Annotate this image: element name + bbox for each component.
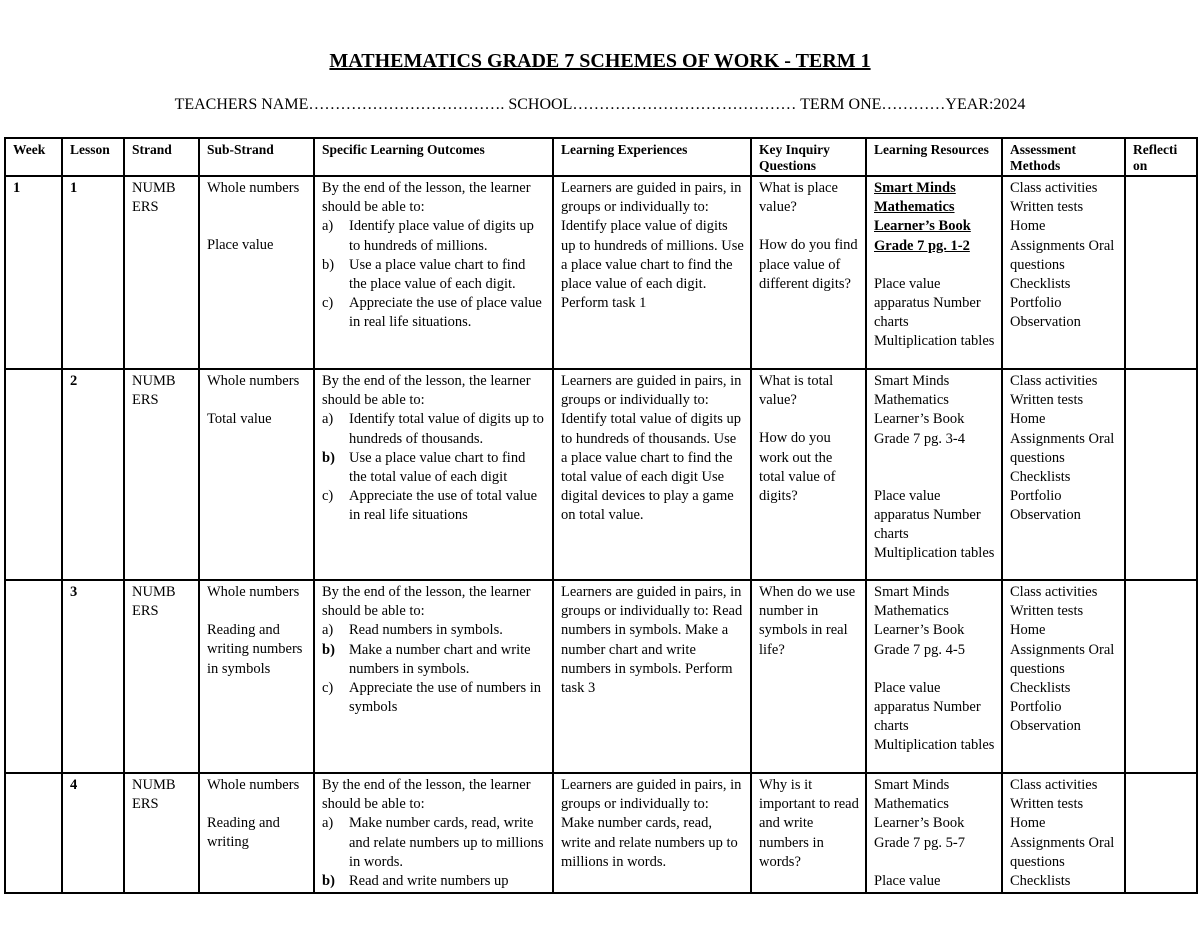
resource-book: Smart Minds Mathematics Learner’s Book Grade 7 pg. 5-7	[874, 777, 966, 851]
sub-strand-title: Whole numbers	[207, 584, 300, 600]
week-cell: 1	[5, 176, 62, 369]
assessment-cell: Class activities Written tests Home Assignments Oral questions Checklists Portfolio Observation	[1002, 369, 1125, 580]
outcome-item	[322, 872, 546, 891]
lesson-cell: 4	[62, 773, 124, 893]
outcome-item	[322, 449, 546, 487]
outcome-text: Identify place value of digits up to hundreds of millions.	[349, 218, 534, 254]
resources-cell	[866, 580, 1002, 773]
strand-cell: NUMB ERS	[124, 369, 199, 580]
header-reflection: Reflecti on	[1125, 138, 1197, 176]
header-key-inquiry-questions: Key Inquiry Questions	[751, 138, 866, 176]
outcome-marker: a)	[322, 411, 334, 428]
inquiry-question: What is total value?	[759, 373, 834, 409]
resource-book: Smart Minds Mathematics Learner’s Book Grade 7 pg. 1-2	[874, 180, 971, 254]
strand-cell: NUMB ERS	[124, 773, 199, 893]
outcome-item	[322, 487, 546, 525]
strand-cell: NUMB ERS	[124, 176, 199, 369]
table-row	[5, 580, 1197, 773]
schemes-table	[4, 137, 1198, 894]
outcome-text: Appreciate the use of place value in real life situations.	[349, 295, 542, 331]
header-sub-strand: Sub-Strand	[199, 138, 314, 176]
outcome-item	[322, 217, 546, 255]
header-week: Week	[5, 138, 62, 176]
outcome-item	[322, 410, 546, 448]
outcome-text: Read and write numbers up	[349, 873, 509, 890]
outcome-text: Read numbers in symbols.	[349, 622, 503, 639]
resources-cell	[866, 773, 1002, 893]
teacher-details-line: TEACHERS NAME………………………………. SCHOOL…………………………………… TERM ONE…………YEAR:2024	[174, 96, 1026, 113]
resource-book: Smart Minds Mathematics Learner’s Book Grade 7 pg. 3-4	[874, 373, 966, 447]
outcome-marker: a)	[322, 218, 334, 235]
outcome-item	[322, 256, 546, 294]
outcome-item	[322, 621, 546, 640]
questions-cell	[751, 580, 866, 773]
assessment-cell: Class activities Written tests Home Assignments Oral questions Checklists	[1002, 773, 1125, 893]
outcome-marker: a)	[322, 815, 334, 832]
reflection-cell	[1125, 369, 1197, 580]
week-cell	[5, 580, 62, 773]
sub-strand-title: Whole numbers	[207, 180, 300, 196]
outcomes-cell	[314, 580, 553, 773]
outcome-marker: b)	[322, 873, 335, 890]
outcome-marker: a)	[322, 622, 334, 639]
strand-cell: NUMB ERS	[124, 580, 199, 773]
week-cell	[5, 369, 62, 580]
table-row	[5, 176, 1197, 369]
outcome-marker: c)	[322, 680, 334, 697]
sub-strand-topic: Reading and writing	[207, 815, 280, 851]
document-title: MATHEMATICS GRADE 7 SCHEMES OF WORK - TERM 1	[329, 50, 871, 72]
sub-strand-cell	[199, 176, 314, 369]
reflection-cell	[1125, 176, 1197, 369]
inquiry-question: When do we use number in symbols in real life?	[759, 584, 856, 658]
outcome-text: Use a place value chart to find the total value of each digit	[349, 449, 526, 486]
sub-strand-topic: Reading and writing numbers in symbols	[207, 622, 303, 677]
sub-strand-title: Whole numbers	[207, 777, 300, 793]
outcome-marker: c)	[322, 488, 334, 505]
sub-strand-topic: Total value	[207, 411, 272, 428]
lesson-cell: 3	[62, 580, 124, 773]
sub-strand-topic: Place value	[207, 237, 274, 254]
table-row	[5, 773, 1197, 893]
outcome-text: Appreciate the use of total value in real life situations	[349, 488, 538, 524]
week-cell	[5, 773, 62, 893]
outcomes-cell	[314, 369, 553, 580]
inquiry-question: How do you work out the total value of digits?	[759, 430, 836, 505]
outcomes-intro: By the end of the lesson, the learner should be able to:	[322, 584, 531, 620]
outcomes-intro: By the end of the lesson, the learner should be able to:	[322, 777, 531, 813]
resources-cell	[866, 176, 1002, 369]
outcomes-cell	[314, 176, 553, 369]
inquiry-question: Why is it important to read and write numbers in words?	[759, 777, 859, 870]
table-row	[5, 369, 1197, 580]
experiences-cell: Learners are guided in pairs, in groups or individually to: Read numbers in symbols. Make a number chart and write numbers in symbols. Perform task 3	[553, 580, 751, 773]
outcomes-intro: By the end of the lesson, the learner should be able to:	[322, 180, 531, 216]
header-row	[5, 138, 1197, 176]
resource-items: Place value apparatus Number charts Multiplication tables	[874, 679, 995, 754]
outcome-marker: c)	[322, 295, 334, 312]
experiences-cell: Learners are guided in pairs, in groups or individually to: Identify total value of digits up to hundreds of thousands. Use a place value chart to find the total value of each digit Use digital devices to play a game on total value.	[553, 369, 751, 580]
header-learning-resources: Learning Resources	[866, 138, 1002, 176]
header-lesson: Lesson	[62, 138, 124, 176]
outcome-marker: b)	[322, 641, 335, 658]
outcome-marker: b)	[322, 256, 335, 273]
header-assessment-methods: Assessment Methods	[1002, 138, 1125, 176]
outcomes-intro: By the end of the lesson, the learner should be able to:	[322, 373, 531, 409]
resource-items: Place value	[874, 872, 941, 889]
questions-cell	[751, 176, 866, 369]
reflection-cell	[1125, 773, 1197, 893]
experiences-cell: Learners are guided in pairs, in groups or individually to: Make number cards, read, write and relate numbers up to millions in words.	[553, 773, 751, 893]
questions-cell	[751, 773, 866, 893]
experiences-cell: Learners are guided in pairs, in groups or individually to: Identify place value of digits up to hundreds of millions. Use a place value chart to find the place value of each digit. Perform task 1	[553, 176, 751, 369]
sub-strand-cell	[199, 773, 314, 893]
outcome-item	[322, 679, 546, 717]
outcome-text: Identify total value of digits up to hundreds of thousands.	[349, 411, 544, 447]
sub-strand-title: Whole numbers	[207, 373, 300, 389]
outcome-text: Appreciate the use of numbers in symbols	[349, 680, 542, 716]
lesson-cell: 2	[62, 369, 124, 580]
questions-cell	[751, 369, 866, 580]
inquiry-question: What is place value?	[759, 180, 838, 216]
outcome-text: Use a place value chart to find the place value of each digit.	[349, 256, 526, 293]
sub-strand-cell	[199, 369, 314, 580]
outcome-text: Make a number chart and write numbers in symbols.	[349, 641, 531, 677]
resources-cell	[866, 369, 1002, 580]
resource-items: Place value apparatus Number charts Multiplication tables	[874, 275, 995, 350]
header-learning-outcomes: Specific Learning Outcomes	[314, 138, 553, 176]
lesson-cell: 1	[62, 176, 124, 369]
resource-items: Place value apparatus Number charts Multiplication tables	[874, 487, 995, 562]
sub-strand-cell	[199, 580, 314, 773]
outcome-item	[322, 294, 546, 332]
header-learning-experiences: Learning Experiences	[553, 138, 751, 176]
outcome-marker: b)	[322, 449, 335, 466]
assessment-cell: Class activities Written tests Home Assignments Oral questions Checklists Portfolio Observation	[1002, 176, 1125, 369]
outcome-item	[322, 641, 546, 679]
outcome-item	[322, 814, 546, 872]
resource-book: Smart Minds Mathematics Learner’s Book Grade 7 pg. 4-5	[874, 584, 966, 658]
assessment-cell: Class activities Written tests Home Assignments Oral questions Checklists Portfolio Observation	[1002, 580, 1125, 773]
header-strand: Strand	[124, 138, 199, 176]
inquiry-question: How do you find place value of different digits?	[759, 237, 858, 292]
reflection-cell	[1125, 580, 1197, 773]
outcome-text: Make number cards, read, write and relate numbers up to millions in words.	[349, 815, 544, 870]
outcomes-cell	[314, 773, 553, 893]
